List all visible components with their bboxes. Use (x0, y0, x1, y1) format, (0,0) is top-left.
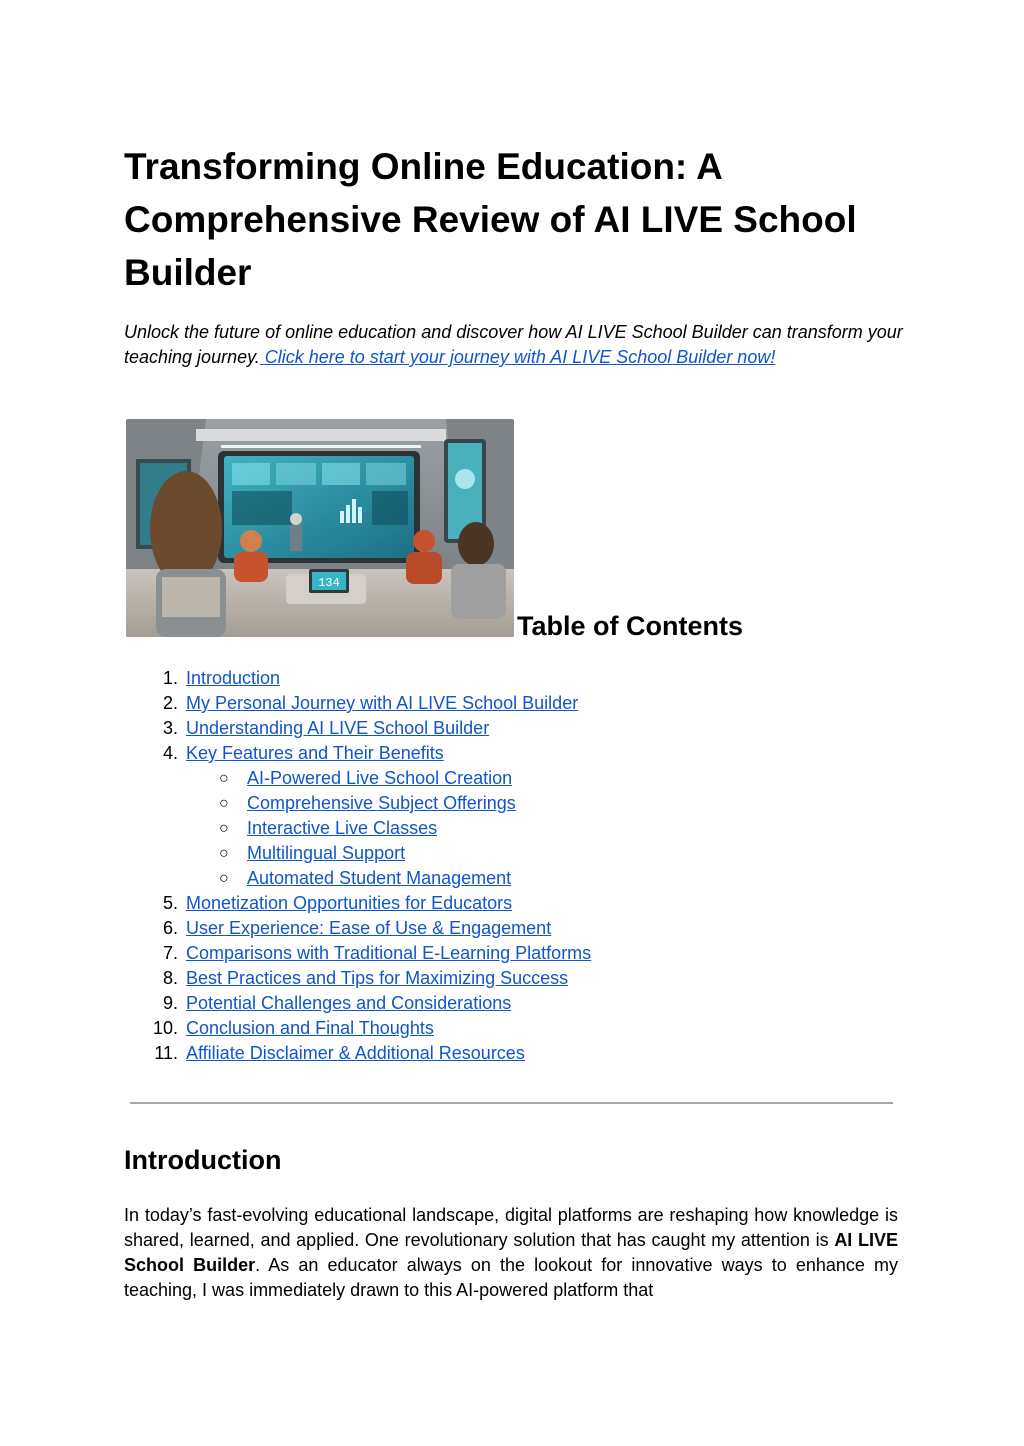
hero-screen-number: 134 (318, 576, 340, 590)
hollow-circle-bullet-icon: ○ (219, 770, 229, 787)
toc-link-introduction[interactable]: Introduction (186, 668, 281, 688)
toc-number: 1. (162, 668, 178, 688)
toc-item (0, 941, 1024, 966)
toc-item (0, 916, 1024, 941)
toc-item (0, 891, 1024, 916)
toc-subitem (0, 841, 1024, 866)
toc-number: 10. (152, 1018, 178, 1038)
toc-subitem (0, 866, 1024, 891)
product-name-bold: AI LIVE School Builder (124, 1230, 899, 1275)
toc-link-understanding[interactable]: Understanding AI LIVE School Builder (186, 718, 490, 738)
hollow-circle-bullet-icon: ○ (219, 870, 229, 887)
intro-body-text-start: In today’s fast-evolving educational landscape, digital platforms are reshaping how knowledge is shared, learned, and applied. One revolutionary solution that has caught my attention is (124, 1205, 898, 1250)
toc-link-comparisons[interactable]: Comparisons with Traditional E-Learning Platforms (186, 943, 592, 963)
toc-link-multilingual-support[interactable]: Multilingual Support (247, 843, 406, 863)
toc-link-personal-journey[interactable]: My Personal Journey with AI LIVE School Builder (186, 693, 579, 713)
table-of-contents (0, 666, 1024, 1066)
toc-item (0, 966, 1024, 991)
toc-subitem (0, 791, 1024, 816)
toc-link-affiliate-disclaimer[interactable]: Affiliate Disclaimer & Additional Resources (186, 1043, 525, 1063)
toc-link-ai-live-school-creation[interactable]: AI-Powered Live School Creation (247, 768, 513, 788)
toc-item (0, 991, 1024, 1016)
toc-link-user-experience[interactable]: User Experience: Ease of Use & Engagement (186, 918, 552, 938)
toc-item (0, 666, 1024, 691)
toc-item (0, 1016, 1024, 1041)
intro-paragraph (124, 320, 904, 370)
toc-number: 8. (162, 968, 178, 988)
intro-text: Unlock the future of online education and discover how AI LIVE School Builder can transform your teaching journey. (124, 322, 903, 367)
toc-link-challenges[interactable]: Potential Challenges and Considerations (186, 993, 512, 1013)
hollow-circle-bullet-icon: ○ (219, 795, 229, 812)
toc-link-student-management[interactable]: Automated Student Management (247, 868, 512, 888)
intro-body-text-end: . As an educator always on the lookout for innovative ways to enhance my teaching, I was immediately drawn to this AI-powered platform that (124, 1255, 899, 1300)
horizontal-divider (130, 1102, 893, 1104)
toc-link-conclusion[interactable]: Conclusion and Final Thoughts (186, 1018, 434, 1038)
start-journey-link[interactable]: Click here to start your journey with AI LIVE School Builder now! (259, 347, 776, 367)
toc-item (0, 741, 1024, 766)
toc-link-interactive-live-classes[interactable]: Interactive Live Classes (247, 818, 438, 838)
hollow-circle-bullet-icon: ○ (219, 845, 229, 862)
toc-item (0, 691, 1024, 716)
toc-link-monetization[interactable]: Monetization Opportunities for Educators (186, 893, 513, 913)
toc-subitem (0, 766, 1024, 791)
introduction-paragraph (124, 1203, 898, 1303)
toc-number: 3. (162, 718, 178, 738)
hero-classroom-image (126, 419, 514, 637)
hollow-circle-bullet-icon: ○ (219, 820, 229, 837)
toc-number: 5. (162, 893, 178, 913)
toc-item (0, 1041, 1024, 1066)
toc-number: 11. (154, 1043, 178, 1063)
toc-number: 6. (162, 918, 178, 938)
classroom-illustration (126, 419, 514, 637)
toc-link-key-features[interactable]: Key Features and Their Benefits (186, 743, 444, 763)
toc-number: 4. (162, 743, 178, 763)
toc-subitem (0, 816, 1024, 841)
toc-heading: Table of Contents (517, 611, 743, 641)
toc-link-subject-offerings[interactable]: Comprehensive Subject Offerings (247, 793, 516, 813)
page-title: Transforming Online Education: A Comprehensive Review of AI LIVE School Builder (124, 146, 857, 293)
toc-item (0, 716, 1024, 741)
toc-number: 9. (162, 993, 178, 1013)
section-heading-introduction: Introduction (124, 1145, 282, 1175)
toc-number: 2. (162, 693, 178, 713)
toc-number: 7. (162, 943, 178, 963)
toc-link-best-practices[interactable]: Best Practices and Tips for Maximizing Success (186, 968, 569, 988)
